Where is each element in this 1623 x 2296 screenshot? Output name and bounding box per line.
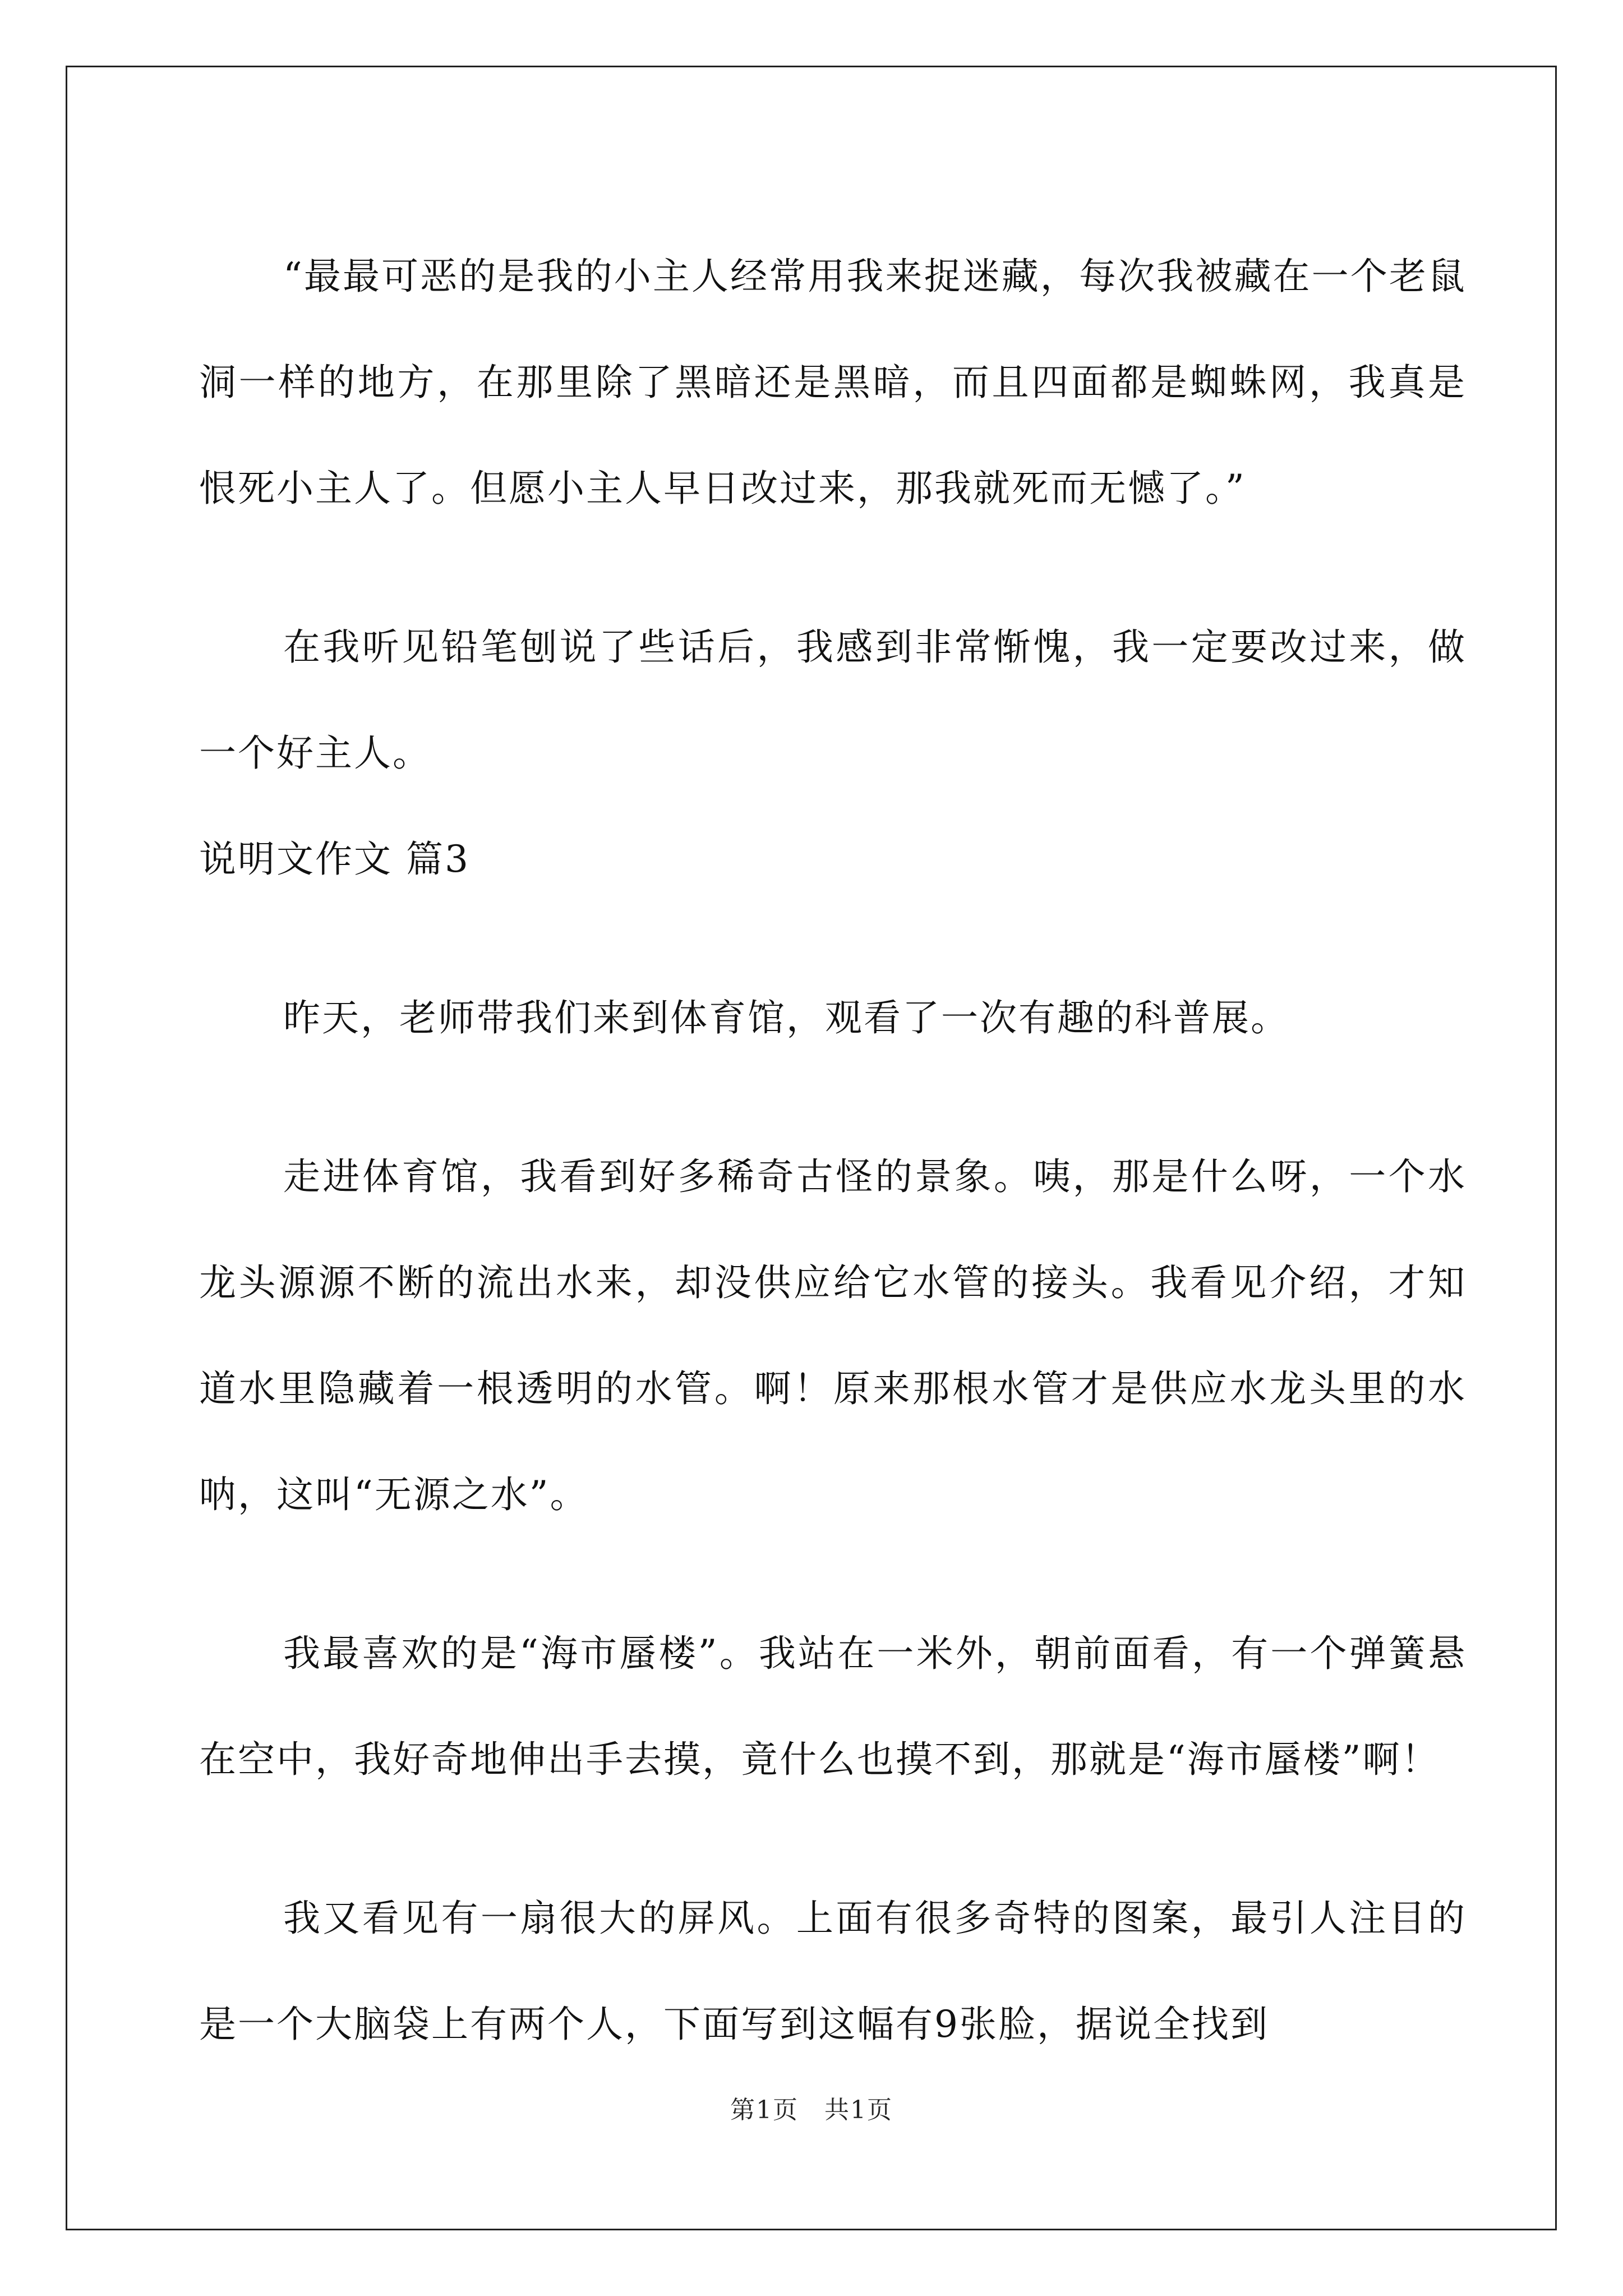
paragraph-1: “最最可恶的是我的小主人经常用我来捉迷藏，每次我被藏在一个老鼠洞一样的地方，在那里除了黑暗还是黑暗，而且四面都是蜘蛛网，我真是恨死小主人了。但愿小主人早日改过来，那我就死而无憾了。” [199, 255, 1467, 510]
paragraph-4: 走进体育馆，我看到好多稀奇古怪的景象。咦，那是什么呀，一个水龙头源源不断的流出水来，却没供应给它水管的接头。我看见介绍，才知道水里隐藏着一根透明的水管。啊！原来那根水管才是供应水龙头里的水呐，这叫“无源之水”。 [199, 1155, 1467, 1516]
section-heading: 说明文作文 篇3 [199, 838, 470, 881]
paragraph-5: 我最喜欢的是“海市蜃楼”。我站在一米外，朝前面看，有一个弹簧悬在空中，我好奇地伸出手去摸，竟什么也摸不到，那就是“海市蜃楼”啊！ [199, 1632, 1467, 1781]
page-footer: 第1页 共1页 [730, 2096, 893, 2124]
paragraph-3: 昨天，老师带我们来到体育馆，观看了一次有趣的科普展。 [283, 996, 1289, 1039]
paragraph-6: 我又看见有一扇很大的屏风。上面有很多奇特的图案，最引人注目的是一个大脑袋上有两个人，下面写到这幅有9张脸，据说全找到 [199, 1897, 1467, 2046]
paragraph-2: 在我听见铅笔刨说了些话后，我感到非常惭愧，我一定要改过来，做一个好主人。 [199, 625, 1467, 775]
document-body [199, 223, 1467, 2077]
